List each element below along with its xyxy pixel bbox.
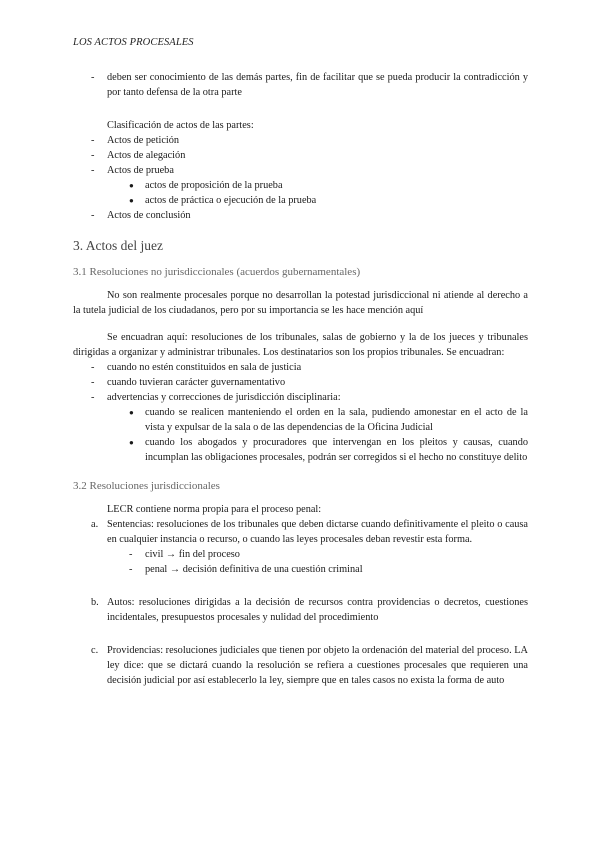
bullet-mark: ● xyxy=(129,181,134,190)
bullet-mark: ● xyxy=(129,438,134,447)
list-item xyxy=(73,178,528,193)
dash-mark: - xyxy=(91,150,95,161)
dash-mark: - xyxy=(91,165,95,176)
dash-mark: - xyxy=(91,210,95,221)
list-item xyxy=(73,148,528,163)
list-item-text: cuando se realicen manteniendo el orden en la sala, pudiendo amonestar en el acto de la vista y expulsar de la sala o de las dependencias de la Oficina Judicial xyxy=(145,407,528,433)
bullet-mark: ● xyxy=(129,196,134,205)
list-item xyxy=(73,562,528,577)
list-item xyxy=(73,193,528,208)
list-item-text: Providencias: resoluciones judiciales que tienen por objeto la ordenación del material del proceso. LA ley dice: que se dictará cuando la resolución se refiera a cuestiones procesales que requieren una decisión judicial por así establecerlo la ley, siempre que en tales casos no exista la forma de auto xyxy=(107,645,528,686)
list-item-text: cuando los abogados y procuradores que intervengan en los pleitos y causas, cuando incumplan las obligaciones procesales, podrán ser corregidos si el hecho no constituye delito xyxy=(145,437,528,463)
list-item-text: Actos de conclusión xyxy=(107,210,191,221)
section-3-1-heading: 3.1 Resoluciones no jurisdiccionales (acuerdos gubernamentales) xyxy=(73,266,361,278)
list-item xyxy=(73,595,528,625)
letter-mark: c. xyxy=(91,645,99,656)
list-item xyxy=(73,375,528,390)
intro-dash-text: deben ser conocimiento de las demás partes, fin de facilitar que se pueda producir la contradicción y por tanto defensa de la otra parte xyxy=(107,72,528,98)
dash-mark: - xyxy=(91,135,95,146)
list-item xyxy=(73,133,528,148)
list-item-text: actos de proposición de la prueba xyxy=(145,180,283,191)
letter-mark: a. xyxy=(91,519,99,530)
dash-mark: - xyxy=(91,377,95,388)
bullet-mark: ● xyxy=(129,408,134,417)
dash-mark: - xyxy=(129,549,133,560)
section-3-2-intro: LECR contiene norma propia para el proceso penal: xyxy=(107,504,322,515)
document-body xyxy=(73,70,528,688)
dash-mark: - xyxy=(129,564,133,575)
list-item xyxy=(73,390,528,405)
list-item xyxy=(73,208,528,223)
list-item-text: Actos de prueba xyxy=(107,165,174,176)
list-item-text: Autos: resoluciones dirigidas a la decisión de recursos contra providencias o decretos, cuestiones incidentales, presupuestos procesales y nulidad del procedimiento xyxy=(107,597,528,623)
list-item xyxy=(73,435,528,465)
list-item xyxy=(73,547,528,562)
list-item-text: penal → decisión definitiva de una cuestión criminal xyxy=(145,564,363,575)
dash-mark: - xyxy=(91,72,95,83)
running-header: LOS ACTOS PROCESALES xyxy=(73,37,194,48)
list-item-text: advertencias y correcciones de jurisdicción disciplinaria: xyxy=(107,392,341,403)
section-3-heading: 3. Actos del juez xyxy=(73,238,163,253)
list-item xyxy=(73,643,528,688)
list-item xyxy=(73,360,528,375)
list-item-text: actos de práctica o ejecución de la prueba xyxy=(145,195,317,206)
list-item-text: cuando tuvieran carácter guvernamentativo xyxy=(107,377,286,388)
list-item-text: Actos de petición xyxy=(107,135,180,146)
section-3-1-para-2: Se encuadran aquí: resoluciones de los tribunales, salas de gobierno y la de los jueces y tribunales dirigidas a organizar y administrar tribunales. Los destinatarios son los propios tribunales. Se encuadran: xyxy=(73,332,528,358)
list-item-text: civil → fin del proceso xyxy=(145,549,240,560)
list-item xyxy=(73,517,528,547)
intro-dash-item xyxy=(73,70,528,100)
list-item-text: cuando no estén constituidos en sala de justicia xyxy=(107,362,302,373)
dash-mark: - xyxy=(91,362,95,373)
section-3-1-para-1: No son realmente procesales porque no desarrollan la potestad jurisdiccional ni atiende al derecho a la tutela judicial de los ciudadanos, pero por su importancia se les hace mención aquí xyxy=(73,290,528,316)
list-item-text: Actos de alegación xyxy=(107,150,186,161)
list-item xyxy=(73,405,528,435)
section-3-2-heading: 3.2 Resoluciones jurisdiccionales xyxy=(73,480,220,492)
dash-mark: - xyxy=(91,392,95,403)
clasificacion-title: Clasificación de actos de las partes: xyxy=(107,120,254,131)
list-item-text: Sentencias: resoluciones de los tribunales que deben dictarse cuando definitivamente el pleito o causa en cualquier instancia o recurso, o cuando las leyes procesales deban revestir esta forma. xyxy=(107,519,528,545)
letter-mark: b. xyxy=(91,597,99,608)
list-item xyxy=(73,163,528,178)
